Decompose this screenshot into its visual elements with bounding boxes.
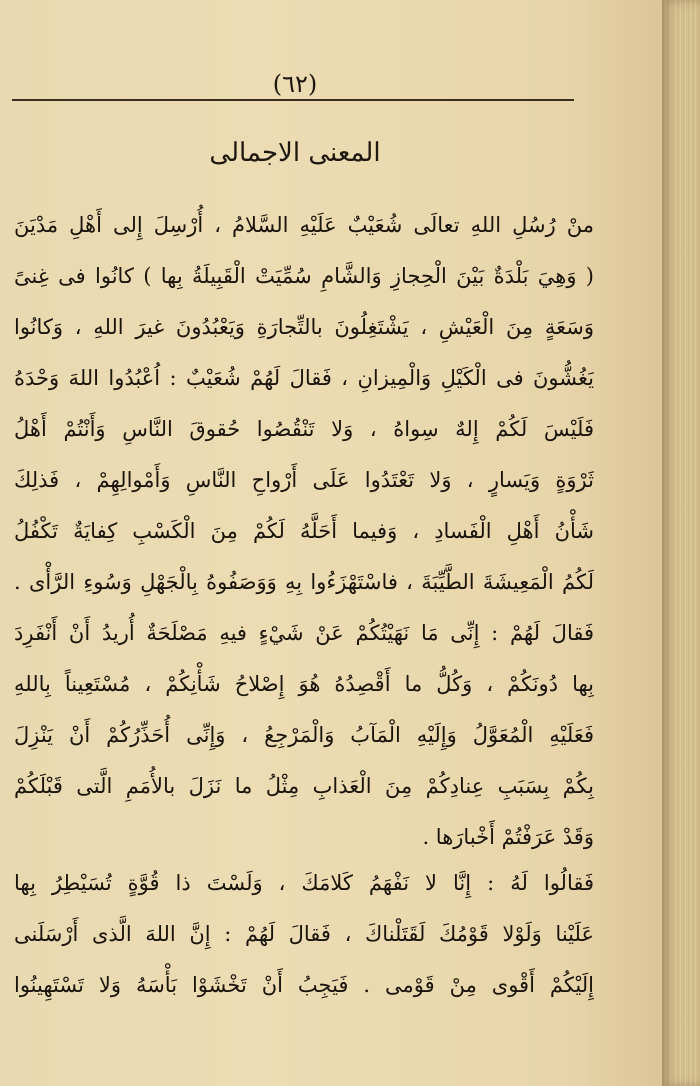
header-rule (12, 99, 574, 101)
text-line: فَقالُوا لَهُ : إِنَّا لا نَفْهَمُ كَلامَكَ ، وَلَسْتَ ذا قُوَّةٍ تُسَيْطِرُ بِها (14, 871, 594, 895)
text-line: منْ رُسُلِ اللهِ تعالَى شُعَيْبٌ عَلَيْهِ السَّلامُ ، أُرْسِلَ إِلى أَهْلِ مَدْيَنَ (14, 213, 594, 237)
text-line: وَقَدْ عَرَفْتُمْ أَخْبارَها . (422, 825, 594, 849)
text-line: يَغُشُّونَ فى الْكَيْلِ وَالْمِيزانِ ، فَقالَ لَهُمْ شُعَيْبٌ : اُعْبُدُوا اللهَ وَحْدَهُ (14, 366, 594, 390)
section-title: المعنى الاجمالى (209, 138, 381, 168)
page-edge (662, 0, 700, 1086)
text-line: لَكُمُ الْمَعِيشَةَ الطَّيِّبَةَ ، فاسْتَهْزَءُوا بِهِ وَوَصَفُوهُ بِالْجَهْلِ وَسُوءِ الرَّأْى . (14, 570, 594, 594)
text-line: فَعَلَيْهِ الْمُعَوَّلُ وَإِلَيْهِ الْمَآبُ وَالْمَرْجِعُ ، وَإِنِّى أُحَذِّرُكُمْ أَنْ يَنْزِلَ (14, 723, 594, 747)
text-line: فَقالَ لَهُمْ : إِنِّى مَا نَهَيْتُكُمْ عَنْ شَيْءٍ فيهِ مَصْلَحَةٌ أُريدُ أَنْ أَنْفَرِدَ (14, 621, 594, 645)
paragraph-2 (14, 858, 594, 1011)
page-number: (٦٢) (272, 70, 318, 98)
text-line: بِكُمْ بِسَبَبِ عِنادِكُمْ مِنَ الْعَذابِ مِثْلُ ما نَزَلَ بالأُمَمِ الَّتى قَبْلَكُمْ (14, 774, 594, 798)
text-line: فَلَيْسَ لَكُمْ إِلهٌ سِواهُ ، وَلا تَنْقُصُوا حُقوقَ النَّاسِ وَأَنْتُمْ أَهْلُ (14, 417, 594, 441)
text-line: بِها دُونَكُمْ ، وَكُلُّ ما أَقْصِدُهُ هُوَ إِصْلاحُ شَأْنِكُمْ ، مُسْتَعِيناً بِاللهِ (14, 672, 594, 696)
text-line: عَلَيْنا وَلَوْلا قَوْمُكَ لَقَتَلْناكَ ، فَقالَ لَهُمْ : إِنَّ اللهَ الَّذى أَرْسَلَنى (14, 922, 594, 946)
text-line: ثَرْوَةٍ وَيَسارٍ ، وَلا تَعْتَدُوا عَلَى أَرْواحِ النَّاسِ وَأَمْوالِهِمْ ، فَذلِكَ (14, 468, 594, 492)
text-line: وَسَعَةٍ مِنَ الْعَيْشِ ، يَشْتَغِلُونَ بالتِّجارَةِ وَيَعْبُدُونَ غيرَ اللهِ ، وَكانُوا (14, 315, 594, 339)
paragraph-1 (14, 200, 594, 863)
text-line: إِلَيْكُمْ أَقْوى مِنْ قَوْمى . فَيَجِبُ أَنْ تَخْشَوْا بَأْسَهُ وَلا تَسْتَهِينُوا (14, 973, 594, 997)
text-line: شَأْنُ أَهْلِ الْفَسادِ ، وَفيما أَحَلَّهُ لَكُمْ مِنَ الْكَسْبِ كِفايَةٌ تَكْفُلُ (14, 519, 594, 543)
text-line: ( وَهِيَ بَلْدَةٌ بَيْنَ الْحِجازِ وَالشَّامِ سُمِّيَتْ الْقَبِيلَةُ بِها ) كانُوا فى غِنىً (14, 264, 594, 288)
